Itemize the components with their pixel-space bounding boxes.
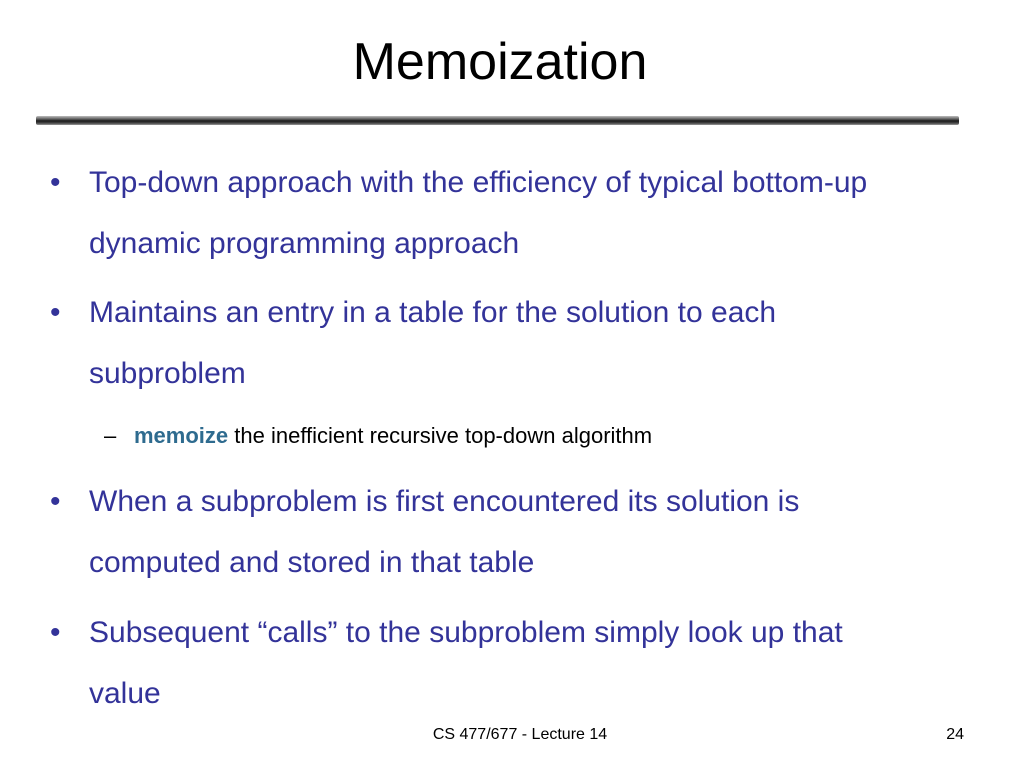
sub-bullet-text — [134, 421, 652, 451]
slide-title: Memoization — [352, 33, 648, 91]
footer-course-label: CS 477/677 - Lecture 14 — [432, 726, 608, 743]
bullet-marker: • — [50, 166, 61, 199]
footer-page-number: 24 — [946, 726, 964, 743]
bullet-line: subproblem — [89, 357, 246, 390]
bullet-text — [89, 152, 994, 274]
bullet-line: value — [89, 677, 161, 710]
bullet-line: When a subproblem is first encountered its solution is — [89, 485, 800, 518]
title-divider — [36, 116, 959, 125]
bullet-text — [89, 471, 994, 593]
bullet-text — [89, 282, 994, 404]
bullet-text — [89, 602, 994, 724]
memoize-keyword: memoize — [134, 423, 229, 448]
bullet-line: Subsequent “calls” to the subproblem simply look up that — [89, 616, 843, 649]
bullet-marker: • — [50, 616, 61, 649]
bullet-line: dynamic programming approach — [89, 227, 520, 260]
bullet-marker: • — [50, 296, 61, 329]
bullet-line: Top-down approach with the efficiency of typical bottom-up — [89, 166, 868, 199]
bullet-marker: • — [50, 485, 61, 518]
bullet-line: Maintains an entry in a table for the solution to each — [89, 296, 777, 329]
sub-bullet-rest: the inefficient recursive top-down algorithm — [228, 423, 653, 448]
sub-bullet-marker: – — [104, 423, 117, 448]
bullet-line: computed and stored in that table — [89, 546, 535, 579]
